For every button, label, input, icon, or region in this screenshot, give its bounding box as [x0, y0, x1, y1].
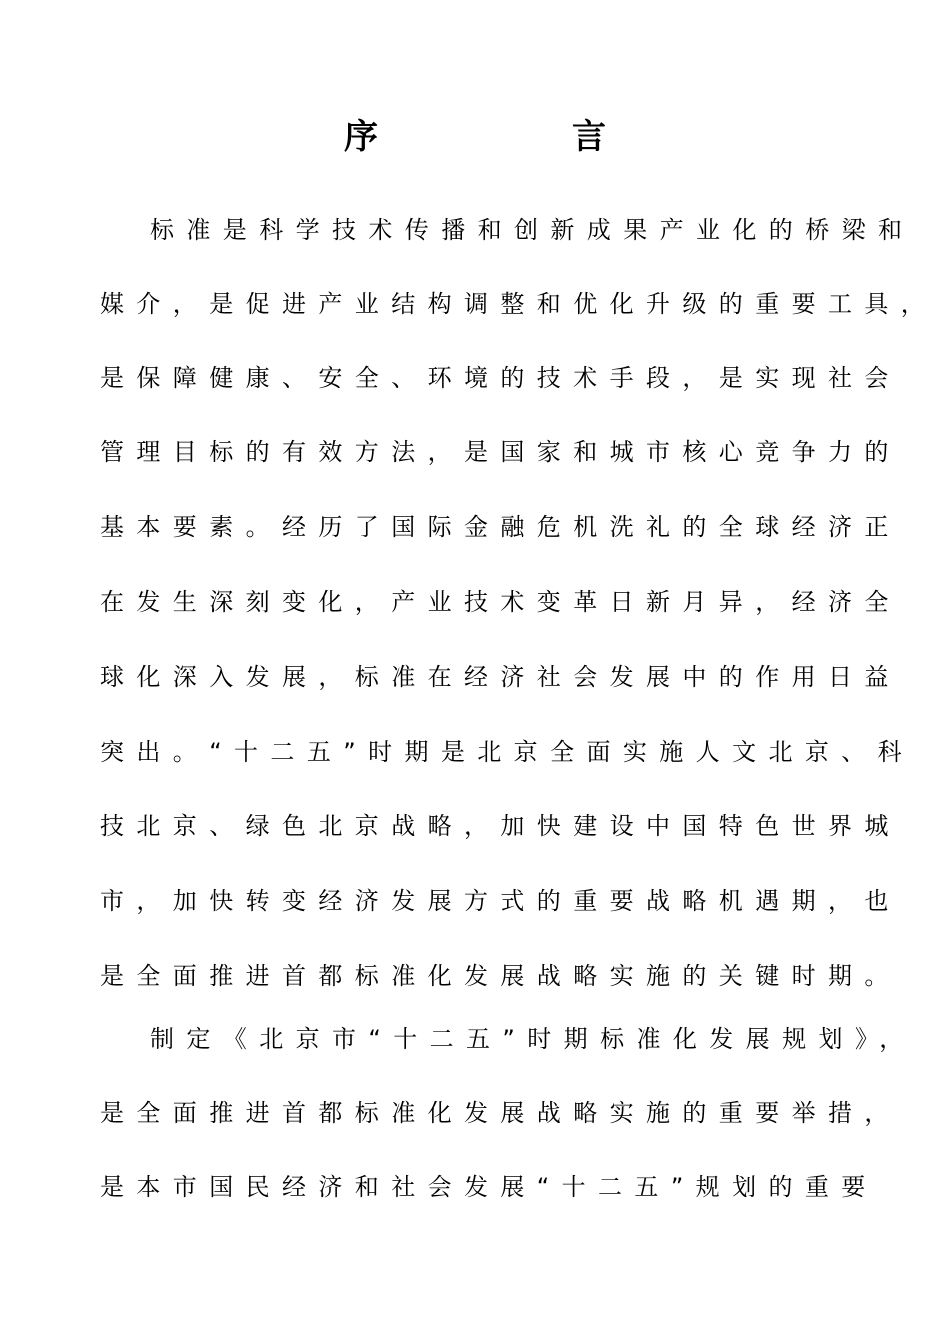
paragraph-line: 突出。“十二五”时期是北京全面实施人文北京、科	[100, 738, 915, 766]
paragraph-line: 技北京、绿色北京战略，加快建设中国特色世界城	[100, 812, 901, 840]
paragraph-line: 标准是科学技术传播和创新成果产业化的桥梁和	[150, 216, 915, 244]
paragraph-line: 基本要素。经历了国际金融危机洗礼的全球经济正	[100, 513, 901, 541]
paragraph-line: 管理目标的有效方法，是国家和城市核心竞争力的	[100, 438, 901, 466]
paragraph-line: 市，加快转变经济发展方式的重要战略机遇期，也	[100, 887, 901, 915]
paragraph-line: 在发生深刻变化，产业技术变革日新月异，经济全	[100, 588, 901, 616]
paragraph-line: 制定《北京市“十二五”时期标准化发展规划》，	[150, 1025, 916, 1053]
page-title: 序 言	[344, 117, 686, 157]
paragraph-line: 媒介，是促进产业结构调整和优化升级的重要工具，	[100, 290, 938, 318]
paragraph-line: 是本市国民经济和社会发展“十二五”规划的重要	[100, 1173, 878, 1201]
paragraph-line: 是全面推进首都标准化发展战略实施的关键时期。	[100, 962, 901, 990]
paragraph-line: 球化深入发展，标准在经济社会发展中的作用日益	[100, 663, 901, 691]
paragraph-line: 是全面推进首都标准化发展战略实施的重要举措，	[100, 1099, 901, 1127]
paragraph-line: 是保障健康、安全、环境的技术手段，是实现社会	[100, 364, 901, 392]
